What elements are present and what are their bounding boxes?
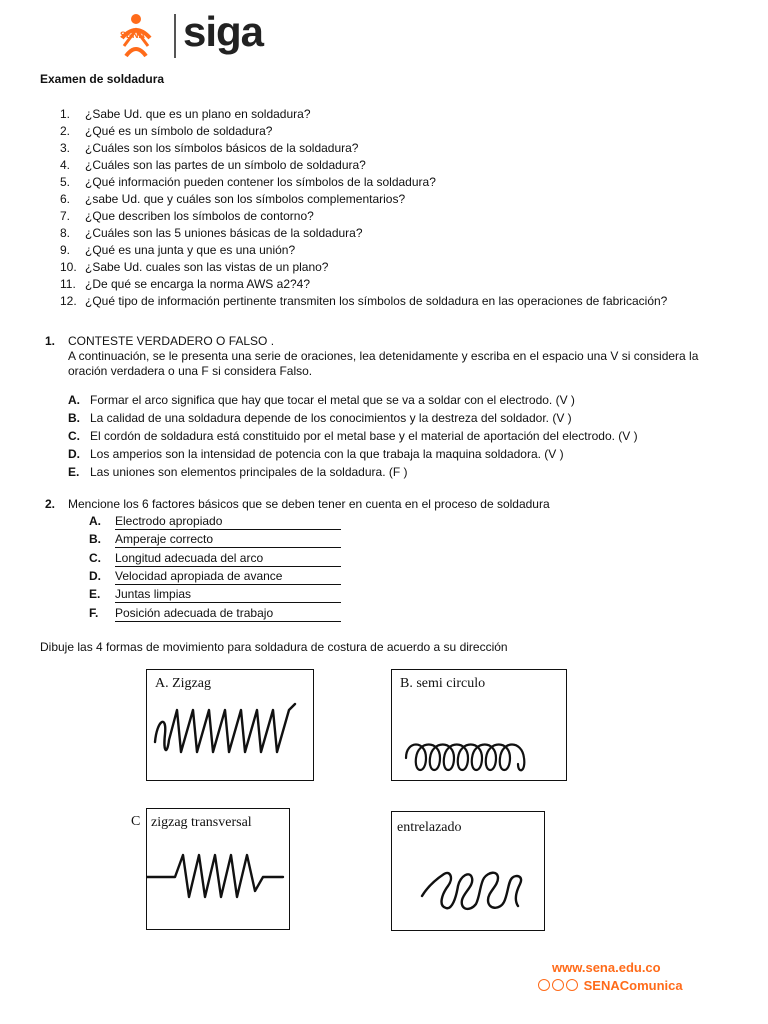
box-c-prefix: C xyxy=(131,814,141,829)
footer-social-handle[interactable]: SENAComunica xyxy=(583,978,683,993)
question-text: ¿Cuáles son los símbolos básicos de la soldadura? xyxy=(85,141,359,155)
footer-url[interactable]: www.sena.edu.co xyxy=(552,960,661,975)
true-false-heading: CONTESTE VERDADERO O FALSO . xyxy=(68,334,275,348)
factors-heading: Mencione los 6 factores básicos que se deben tener en cuenta en el proceso de soldadura xyxy=(68,497,550,511)
drawing-box-interlaced xyxy=(391,811,545,931)
question-item xyxy=(60,208,667,225)
question-number: 2. xyxy=(60,124,71,138)
question-item xyxy=(60,259,667,276)
true-false-item xyxy=(68,428,638,445)
question-text: ¿Qué es un símbolo de soldadura? xyxy=(85,124,273,138)
cc-icon xyxy=(538,979,550,991)
item-letter: F. xyxy=(89,605,99,620)
question-item xyxy=(60,123,667,140)
item-text: Las uniones son elementos principales de la soldadura. (F ) xyxy=(90,465,408,479)
true-false-instructions: A continuación, se le presenta una serie de oraciones, lea detenidamente y escriba en el espacio una V si considera la oración verdadera o una F si considera Falso. xyxy=(68,349,699,378)
item-letter: D. xyxy=(68,447,80,461)
sena-logo-text: SENA xyxy=(120,30,146,40)
factor-answer: Amperaje correcto xyxy=(115,532,341,548)
zigzag-transversal-drawing xyxy=(147,845,289,929)
question-number: 6. xyxy=(60,192,71,206)
item-letter: C. xyxy=(89,550,101,565)
factor-item xyxy=(89,531,341,548)
question-item xyxy=(60,191,667,208)
question-number: 9. xyxy=(60,243,71,257)
question-number: 4. xyxy=(60,158,71,172)
section-number: 1. xyxy=(45,334,56,348)
section-number: 2. xyxy=(45,497,56,511)
question-text: ¿Qué información pueden contener los símbolos de la soldadura? xyxy=(85,175,436,189)
interlaced-drawing xyxy=(392,856,544,926)
factor-item xyxy=(89,586,341,603)
question-text: ¿Sabe Ud. que es un plano en soldadura? xyxy=(85,107,311,121)
factor-item xyxy=(89,568,341,585)
factor-item xyxy=(89,550,341,567)
item-letter: E. xyxy=(89,587,101,602)
question-item xyxy=(60,140,667,157)
question-item xyxy=(60,276,667,293)
question-number: 1. xyxy=(60,107,71,121)
item-letter: A. xyxy=(68,393,80,407)
true-false-item xyxy=(68,410,572,427)
factor-answer: Velocidad apropiada de avance xyxy=(115,569,341,585)
factor-item xyxy=(89,605,341,622)
box-label: entrelazado xyxy=(397,820,462,835)
question-item xyxy=(60,106,667,123)
question-number: 8. xyxy=(60,226,71,240)
siga-logo: siga xyxy=(183,8,264,55)
item-text: Formar el arco significa que hay que tocar el metal que se va a soldar con el electrodo. (V ) xyxy=(90,393,575,407)
factor-item xyxy=(89,513,341,530)
drawing-instructions: Dibuje las 4 formas de movimiento para soldadura de costura de acuerdo a su dirección xyxy=(40,640,508,654)
question-text: ¿Cuáles son las 5 uniones básicas de la soldadura? xyxy=(85,226,363,240)
cc-nc-icon xyxy=(566,979,578,991)
zigzag-drawing xyxy=(147,700,313,780)
question-text: ¿Qué tipo de información pertinente transmiten los símbolos de soldadura en las operaciones de fabricación? xyxy=(85,294,668,308)
item-text: Los amperios son la intensidad de potencia con la que trabaja la maquina soldadora. (V ) xyxy=(90,447,564,461)
item-letter: B. xyxy=(68,411,80,425)
factor-answer: Electrodo apropiado xyxy=(115,514,341,530)
factor-answer: Juntas limpias xyxy=(115,587,341,603)
logo-divider xyxy=(174,14,176,58)
true-false-item xyxy=(68,446,564,463)
question-item xyxy=(60,157,667,174)
item-letter: E. xyxy=(68,465,80,479)
question-text: ¿Sabe Ud. cuales son las vistas de un plano? xyxy=(85,260,329,274)
sena-logo-icon xyxy=(112,12,160,60)
item-text: La calidad de una soldadura depende de los conocimientos y la destreza del soldador. (V ) xyxy=(90,411,572,425)
box-label: B. semi circulo xyxy=(400,676,486,691)
question-text: ¿De qué se encarga la norma AWS a2?4? xyxy=(85,277,311,291)
drawing-box-semicircle xyxy=(391,669,567,781)
question-item xyxy=(60,174,667,191)
item-letter: B. xyxy=(89,532,101,547)
question-number: 12. xyxy=(60,294,77,308)
question-item xyxy=(60,242,667,259)
box-label: A. Zigzag xyxy=(155,676,211,691)
question-text: ¿sabe Ud. que y cuáles son los símbolos complementarios? xyxy=(85,192,406,206)
question-number: 10. xyxy=(60,260,77,274)
box-label: zigzag transversal xyxy=(151,815,252,830)
question-number: 5. xyxy=(60,175,71,189)
exam-title: Examen de soldadura xyxy=(40,72,165,86)
question-number: 7. xyxy=(60,209,71,223)
question-text: ¿Que describen los símbolos de contorno? xyxy=(85,209,314,223)
question-number: 3. xyxy=(60,141,71,155)
drawing-box-zigzag-transversal xyxy=(146,808,290,930)
question-text: ¿Cuáles son las partes de un símbolo de soldadura? xyxy=(85,158,366,172)
item-letter: D. xyxy=(89,568,101,583)
question-item xyxy=(60,225,667,242)
cc-by-icon xyxy=(552,979,564,991)
footer-social xyxy=(538,978,683,993)
true-false-item xyxy=(68,464,408,481)
question-list xyxy=(60,106,667,310)
factor-answer: Longitud adecuada del arco xyxy=(115,551,341,567)
factor-answer: Posición adecuada de trabajo xyxy=(115,606,341,622)
true-false-item xyxy=(68,392,575,409)
item-letter: A. xyxy=(89,514,101,528)
semicircle-drawing xyxy=(392,728,566,780)
item-letter: C. xyxy=(68,429,80,443)
item-text: El cordón de soldadura está constituido por el metal base y el material de aportación del electrodo. (V ) xyxy=(90,429,638,443)
question-number: 11. xyxy=(60,277,76,291)
question-item xyxy=(60,293,667,310)
header-logo-bar xyxy=(0,0,768,66)
question-text: ¿Qué es una junta y que es una unión? xyxy=(85,243,296,257)
drawing-box-zigzag xyxy=(146,669,314,781)
